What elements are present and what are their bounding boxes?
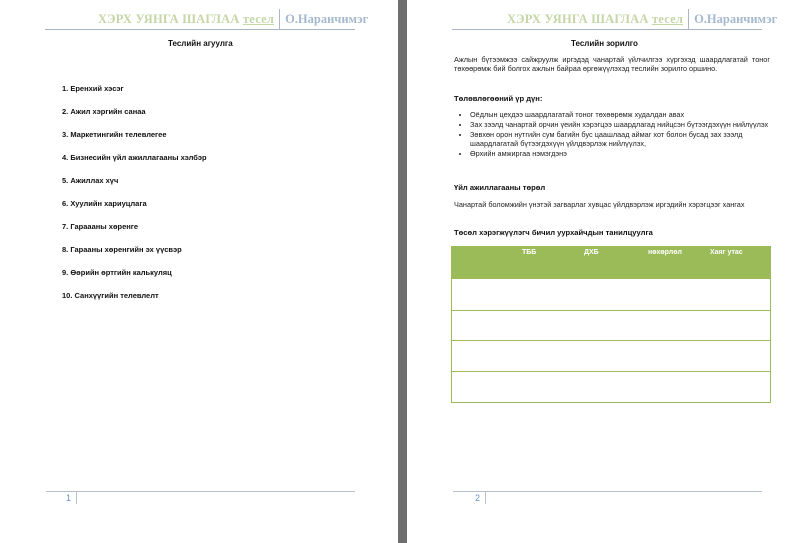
results-heading: Төлөвлөгөөний үр дүн: bbox=[454, 94, 543, 103]
page-title: Теслийн агуулга bbox=[168, 39, 233, 48]
toc-item: 8. Гарааны хөренгийн эх үүсвэр bbox=[62, 245, 182, 254]
toc-item: 4. Бизнесийн үйл ажиллагааны хэлбэр bbox=[62, 153, 207, 162]
list-item: • Зөвхөн орон нутгийн сум багийн бус цаашлаад аймаг хот болон бусад зах зээлд шаардлагатай бүтээгдэхүүн үйлдвэрлэж нийлүүлэх, bbox=[470, 130, 770, 148]
footer-rule bbox=[453, 491, 762, 492]
table-header-row bbox=[452, 247, 770, 278]
column-header: нөхөрлөл bbox=[648, 249, 682, 256]
page-header bbox=[98, 10, 368, 28]
footer-divider bbox=[485, 492, 486, 504]
list-item: • Өрхийн амжиргаа нэмэгдэнэ bbox=[470, 149, 770, 158]
document-page-2 bbox=[407, 0, 805, 543]
toc-item: 3. Маркетингийн телевлегее bbox=[62, 130, 167, 139]
intro-paragraph: Ажлын бүтээмжээ сайжруулж иргэдэд чанартай үйлчилгээ хүргэхэд шаардлагатай тоног төхөөрөмж бий болгох ажлын байраа өргөжүүлэхэд теслийн зорилго оршино. bbox=[454, 55, 770, 73]
page-title: Теслийн зорилго bbox=[571, 39, 638, 48]
page-header bbox=[507, 10, 777, 28]
table-row[interactable] bbox=[452, 278, 770, 279]
footer-divider bbox=[76, 492, 77, 504]
header-author: О.Наранчимэг bbox=[694, 11, 778, 26]
page-number: 2 bbox=[475, 493, 481, 503]
list-item: • Зах зээлд чанартай орчин үеийн хэрэгцээ шаардлагад нийцсэн бүтээгдэхүүн нийлүүлэх bbox=[470, 120, 770, 129]
header-rule bbox=[452, 29, 762, 30]
header-divider bbox=[279, 9, 280, 29]
footer-rule bbox=[46, 491, 355, 492]
table-row[interactable] bbox=[452, 310, 770, 311]
header-divider bbox=[688, 9, 689, 29]
toc-item: 2. Ажил хэргийн санаа bbox=[62, 107, 146, 116]
toc-item: 6. Хуулийн хариуцлага bbox=[62, 199, 147, 208]
activity-paragraph: Чанартай боломжийн үнэтэй загварлаг хувцас үйлдвэрлэж иргэдийн хэрэгцээг хангах bbox=[454, 200, 745, 209]
presenters-table bbox=[451, 246, 771, 403]
column-header: ДХБ bbox=[584, 249, 599, 256]
toc-item: 10. Санхүүгийн телевлелт bbox=[62, 291, 159, 300]
header-author: О.Наранчимэг bbox=[285, 11, 369, 26]
toc-item: 9. Өөрийн өртгийн калькуляц bbox=[62, 268, 172, 277]
column-header: ТББ bbox=[522, 249, 537, 256]
page-separator bbox=[398, 0, 407, 543]
page-number: 1 bbox=[66, 493, 72, 503]
activity-heading: Үйл ажиллагааны төрөл bbox=[454, 183, 546, 192]
toc-item: 7. Гараааны хөренге bbox=[62, 222, 139, 231]
table-row[interactable] bbox=[452, 371, 770, 372]
table-row[interactable] bbox=[452, 340, 770, 341]
toc-item: 1. Еренхий хэсэг bbox=[62, 84, 124, 93]
header-title: ХЭРХ УЯНГА ШАГЛАА тесел bbox=[507, 11, 684, 26]
list-item: • Оёдлын цехдээ шаардлагатай тоног төхөөрөмж худалдан авах bbox=[470, 110, 770, 119]
column-header: Хаяг утас bbox=[710, 249, 743, 256]
header-title: ХЭРХ УЯНГА ШАГЛАА тесел bbox=[98, 11, 275, 26]
header-rule bbox=[45, 29, 355, 30]
document-page-1 bbox=[0, 0, 398, 543]
table-heading: Төсөл хэрэгжүүлэгч бичил уурхайчдын танилцуулга bbox=[454, 228, 653, 237]
results-list bbox=[456, 110, 770, 159]
toc-item: 5. Ажиллах хүч bbox=[62, 176, 119, 185]
